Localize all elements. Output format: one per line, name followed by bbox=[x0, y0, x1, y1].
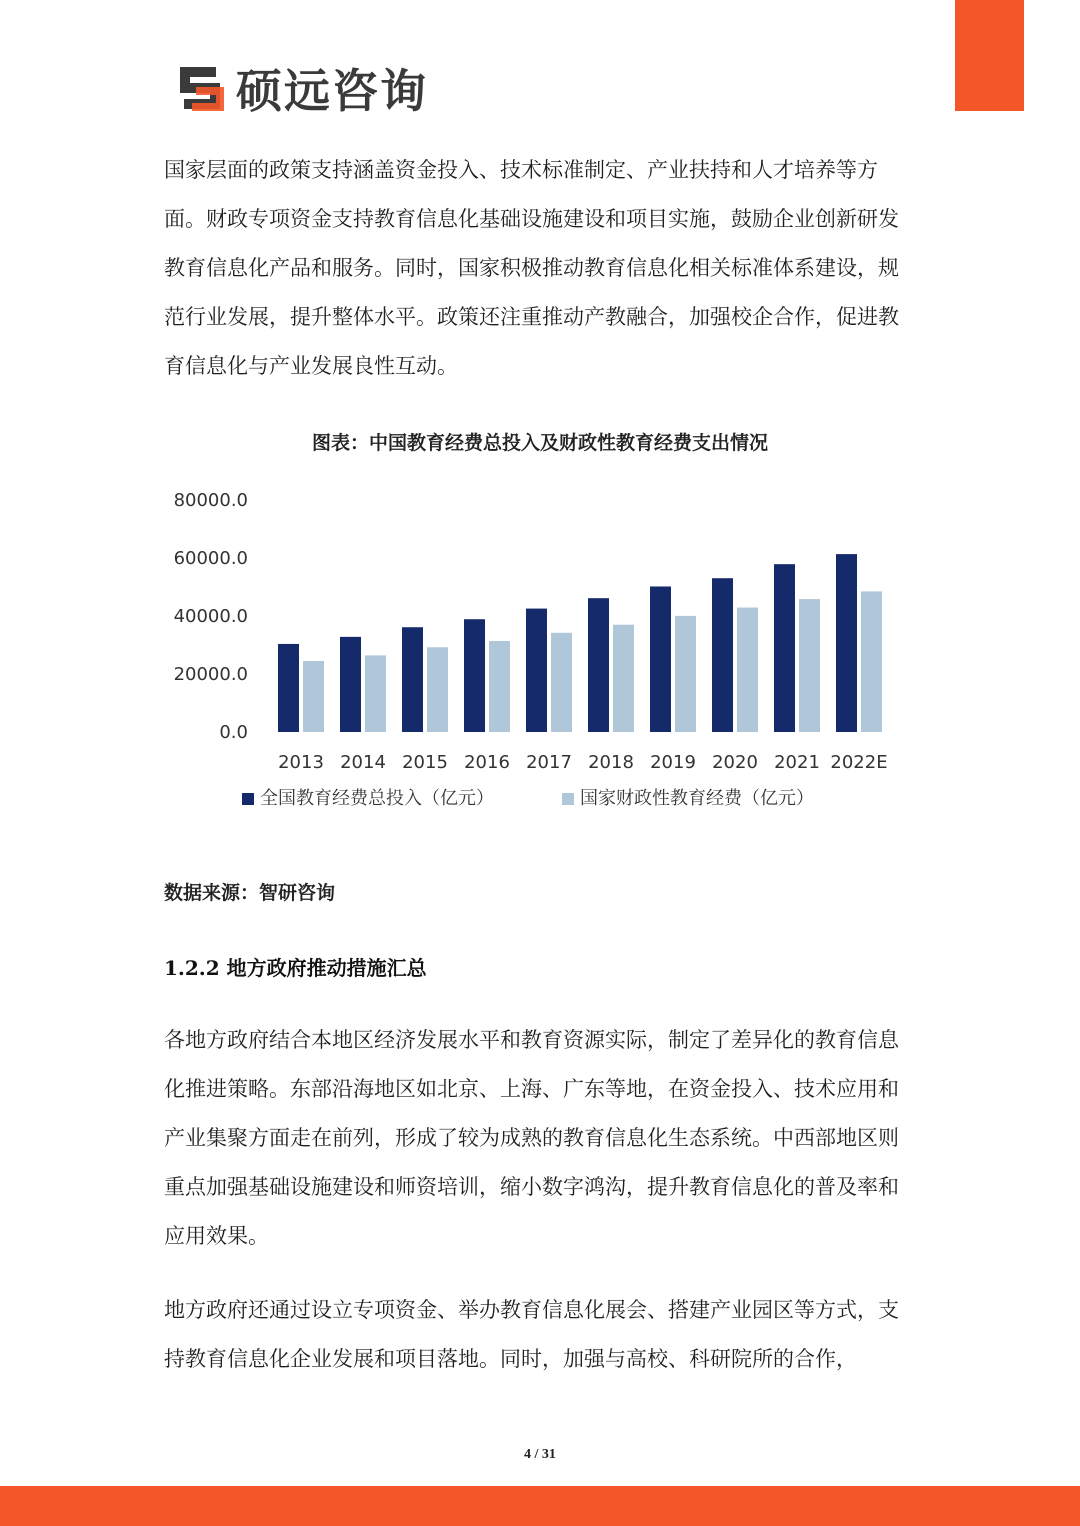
bar-total bbox=[464, 619, 485, 732]
bar-total bbox=[340, 637, 361, 732]
bar-fiscal bbox=[613, 625, 634, 732]
paragraph-national-policy: 国家层面的政策支持涵盖资金投入、技术标准制定、产业扶持和人才培养等方面。财政专项资金支持教育信息化基础设施建设和项目实施，鼓励企业创新研发教育信息化产品和服务。同时，国家积极推动教育信息化相关标准体系建设，规范行业发展，提升整体水平。政策还注重推动产教融合，加强校企合作，促进教育信息化与产业发展良性互动。 bbox=[164, 158, 899, 378]
bar-fiscal bbox=[861, 591, 882, 732]
section-heading: 1.2.2 地方政府推动措施汇总 bbox=[164, 956, 427, 980]
legend-swatch bbox=[562, 793, 574, 805]
x-tick-label: 2019 bbox=[650, 752, 696, 773]
page-number: 4 / 31 bbox=[524, 1447, 556, 1462]
x-tick-label: 2015 bbox=[402, 752, 448, 773]
bar-total bbox=[836, 554, 857, 732]
bar-total bbox=[774, 564, 795, 732]
bar-total bbox=[650, 586, 671, 732]
bar-fiscal bbox=[365, 655, 386, 732]
bar-total bbox=[588, 598, 609, 732]
bar-fiscal bbox=[675, 616, 696, 732]
corner-accent-block bbox=[955, 0, 1024, 111]
legend-label: 全国教育经费总投入（亿元） bbox=[260, 788, 494, 809]
legend-swatch bbox=[242, 793, 254, 805]
bar-fiscal bbox=[489, 641, 510, 732]
brand-logo bbox=[176, 58, 428, 118]
y-tick-label: 60000.0 bbox=[173, 548, 248, 569]
bar-fiscal bbox=[427, 647, 448, 732]
bar-fiscal bbox=[551, 633, 572, 732]
y-tick-label: 20000.0 bbox=[173, 664, 248, 685]
paragraph-local-measures: 地方政府还通过设立专项资金、举办教育信息化展会、搭建产业园区等方式，支持教育信息化企业发展和项目落地。同时，加强与高校、科研院所的合作， bbox=[164, 1298, 899, 1371]
x-tick-label: 2020 bbox=[712, 752, 758, 773]
bar-total bbox=[526, 609, 547, 732]
bar-total bbox=[278, 644, 299, 732]
x-tick-label: 2013 bbox=[278, 752, 324, 773]
bar-fiscal bbox=[737, 608, 758, 732]
x-tick-label: 2016 bbox=[464, 752, 510, 773]
figure-title: 图表：中国教育经费总投入及财政性教育经费支出情况 bbox=[311, 432, 768, 454]
bar-chart bbox=[160, 480, 920, 840]
bar-total bbox=[712, 578, 733, 732]
x-tick-label: 2017 bbox=[526, 752, 572, 773]
y-tick-label: 80000.0 bbox=[173, 490, 248, 511]
x-tick-label: 2022E bbox=[830, 752, 888, 773]
bar-total bbox=[402, 627, 423, 732]
brand-name: 硕远咨询 bbox=[236, 64, 428, 118]
y-tick-label: 40000.0 bbox=[173, 606, 248, 627]
paragraph-local-strategy: 各地方政府结合本地区经济发展水平和教育资源实际，制定了差异化的教育信息化推进策略。东部沿海地区如北京、上海、广东等地，在资金投入、技术应用和产业集聚方面走在前列，形成了较为成熟的教育信息化生态系统。中西部地区则重点加强基础设施建设和师资培训，缩小数字鸿沟，提升教育信息化的普及率和应用效果。 bbox=[164, 1028, 899, 1248]
x-tick-label: 2021 bbox=[774, 752, 820, 773]
figure-source: 数据来源：智研咨询 bbox=[164, 882, 336, 904]
bar-fiscal bbox=[799, 599, 820, 732]
bottom-accent-bar bbox=[0, 1486, 1080, 1526]
x-tick-label: 2014 bbox=[340, 752, 386, 773]
logo-mark-icon bbox=[176, 63, 226, 113]
y-tick-label: 0.0 bbox=[219, 722, 248, 743]
x-tick-label: 2018 bbox=[588, 752, 634, 773]
bar-fiscal bbox=[303, 661, 324, 732]
legend-label: 国家财政性教育经费（亿元） bbox=[580, 788, 814, 809]
